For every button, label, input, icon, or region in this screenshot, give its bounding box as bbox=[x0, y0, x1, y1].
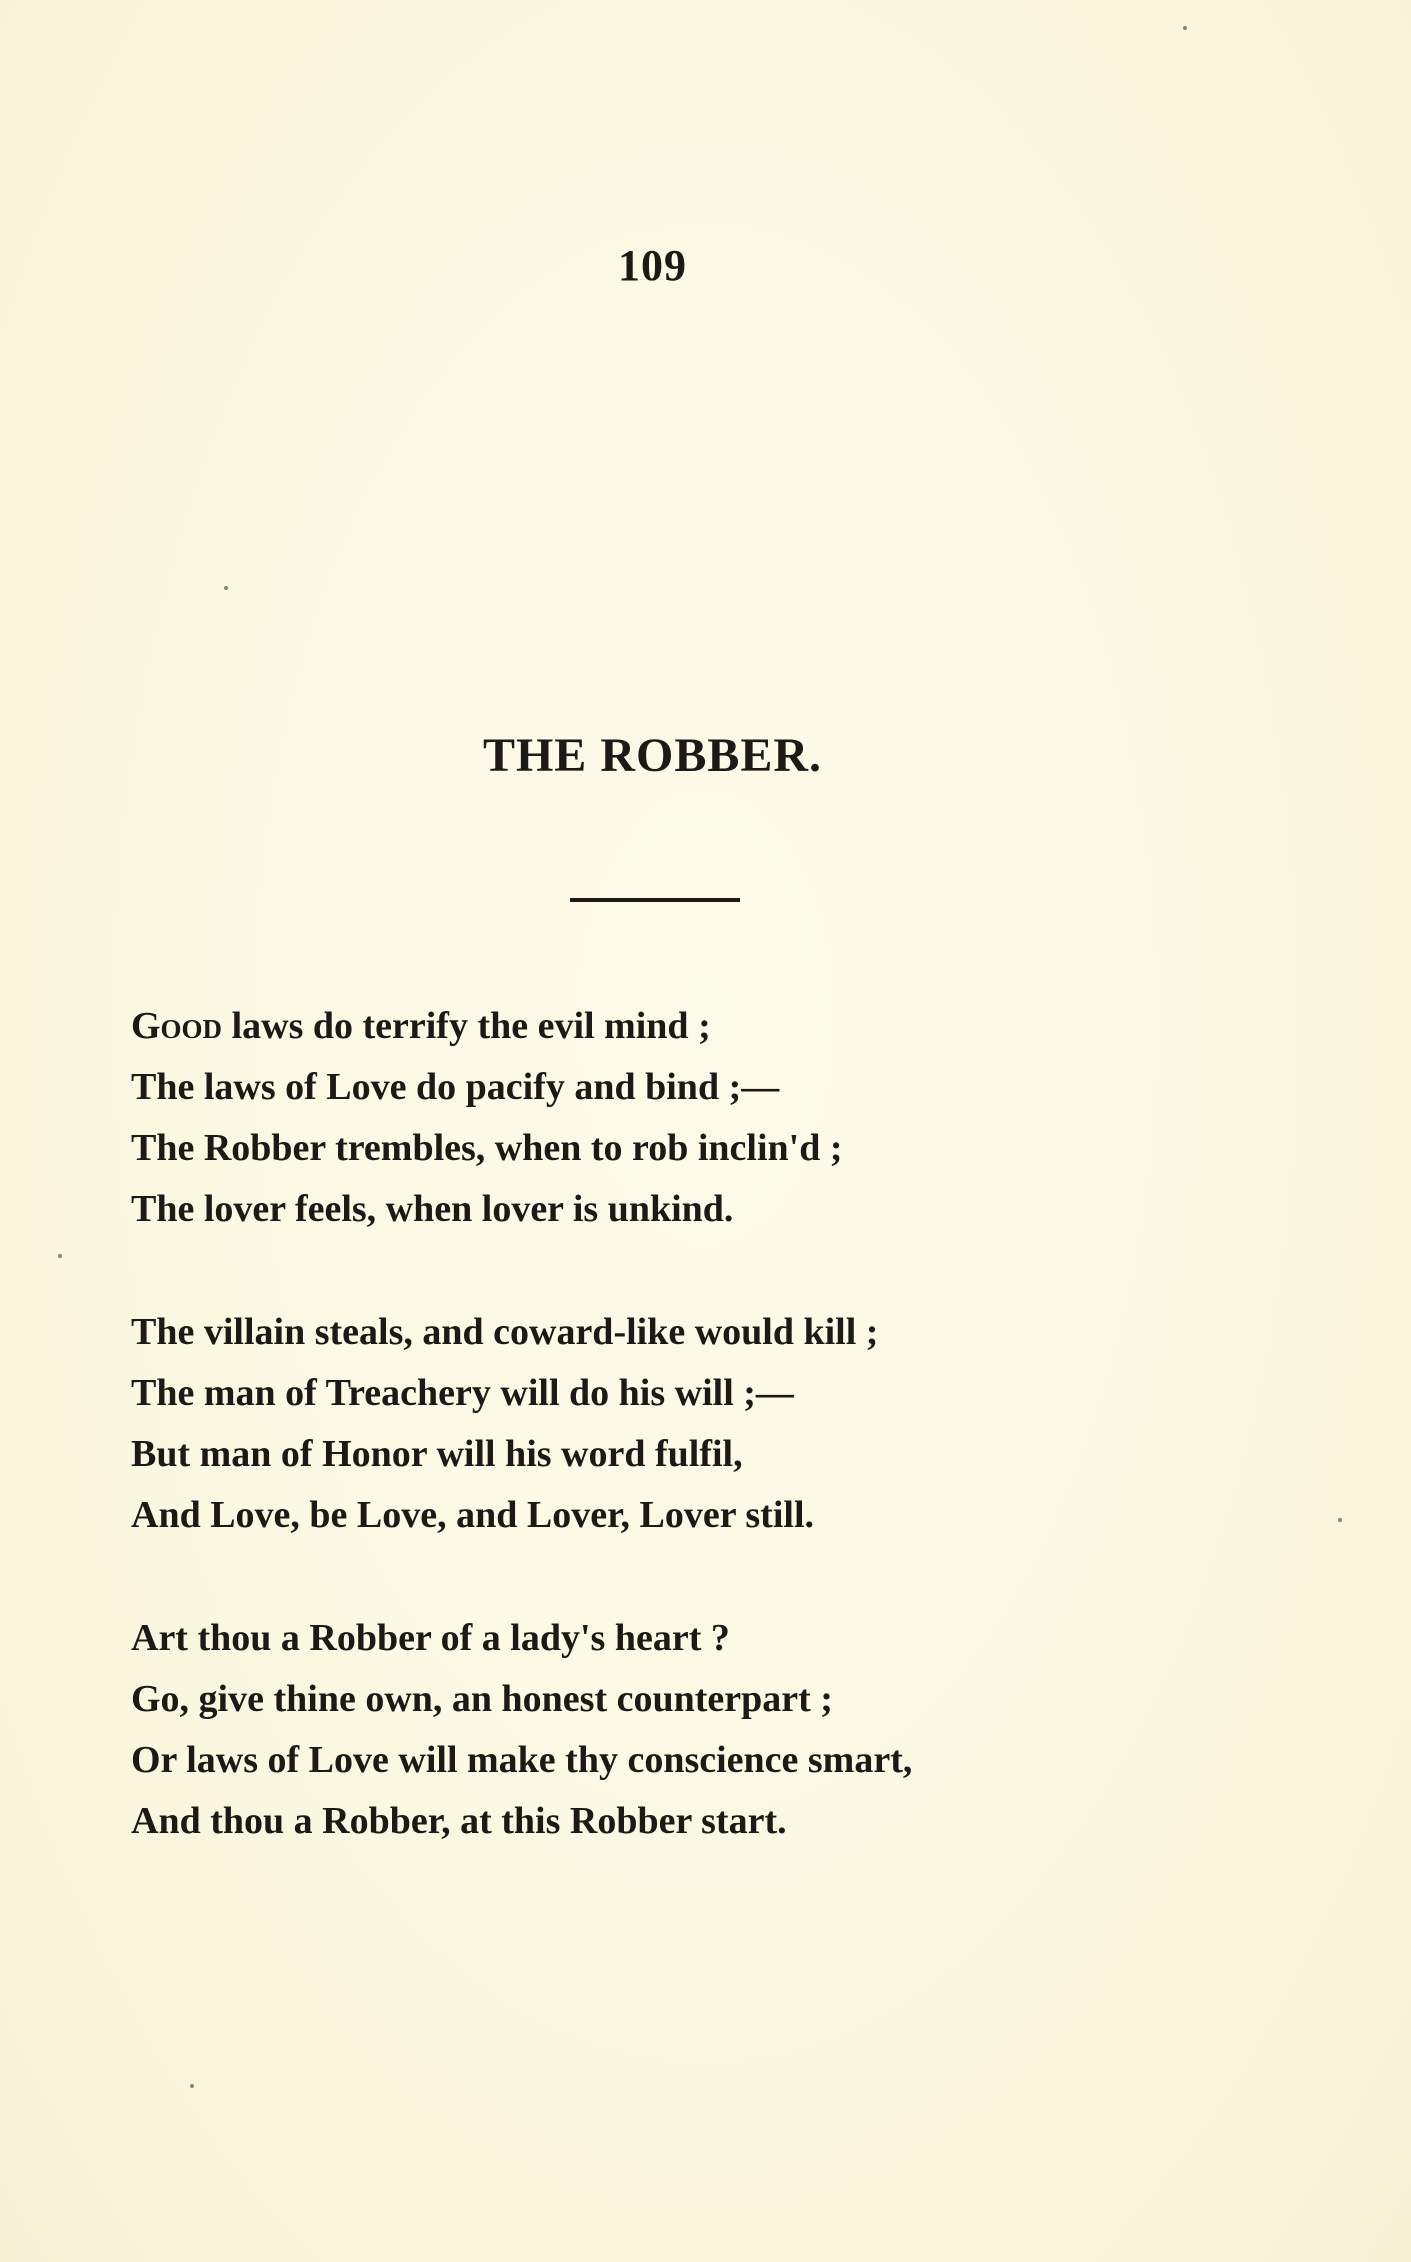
poem-line: The laws of Love do pacify and bind ;— bbox=[131, 1066, 780, 1108]
poem-line: Go, give thine own, an honest counterpart ; bbox=[131, 1678, 833, 1720]
title-rule bbox=[570, 898, 740, 902]
poem-line: The Robber trembles, when to rob inclin'd ; bbox=[131, 1127, 843, 1169]
poem-line: The lover feels, when lover is unkind. bbox=[131, 1188, 734, 1230]
drop-word: Good bbox=[131, 1005, 223, 1047]
poem-title: THE ROBBER. bbox=[482, 729, 823, 782]
line-text: laws do terrify the evil mind ; bbox=[222, 1005, 711, 1047]
poem-line: And thou a Robber, at this Robber start. bbox=[131, 1800, 787, 1842]
poem-line: The villain steals, and coward-like would kill ; bbox=[131, 1311, 879, 1353]
poem-line: But man of Honor will his word fulfil, bbox=[131, 1433, 743, 1475]
page-number: 109 bbox=[618, 241, 687, 290]
poem-body bbox=[131, 996, 1281, 1914]
poem-line: Art thou a Robber of a lady's heart ? bbox=[131, 1617, 730, 1659]
stanza-3 bbox=[131, 1608, 1281, 1852]
stanza-2 bbox=[131, 1302, 1281, 1546]
paper-speck bbox=[1183, 26, 1187, 30]
poem-line bbox=[131, 996, 1281, 1057]
paper-speck bbox=[190, 2084, 194, 2088]
paper-speck bbox=[58, 1254, 62, 1258]
paper-speck bbox=[224, 586, 228, 590]
paper-speck bbox=[1338, 1518, 1342, 1522]
poem-line: The man of Treachery will do his will ;— bbox=[131, 1372, 794, 1414]
poem-line: And Love, be Love, and Lover, Lover still. bbox=[131, 1494, 814, 1536]
poem-line: Or laws of Love will make thy conscience smart, bbox=[131, 1739, 913, 1781]
stanza-1 bbox=[131, 996, 1281, 1240]
